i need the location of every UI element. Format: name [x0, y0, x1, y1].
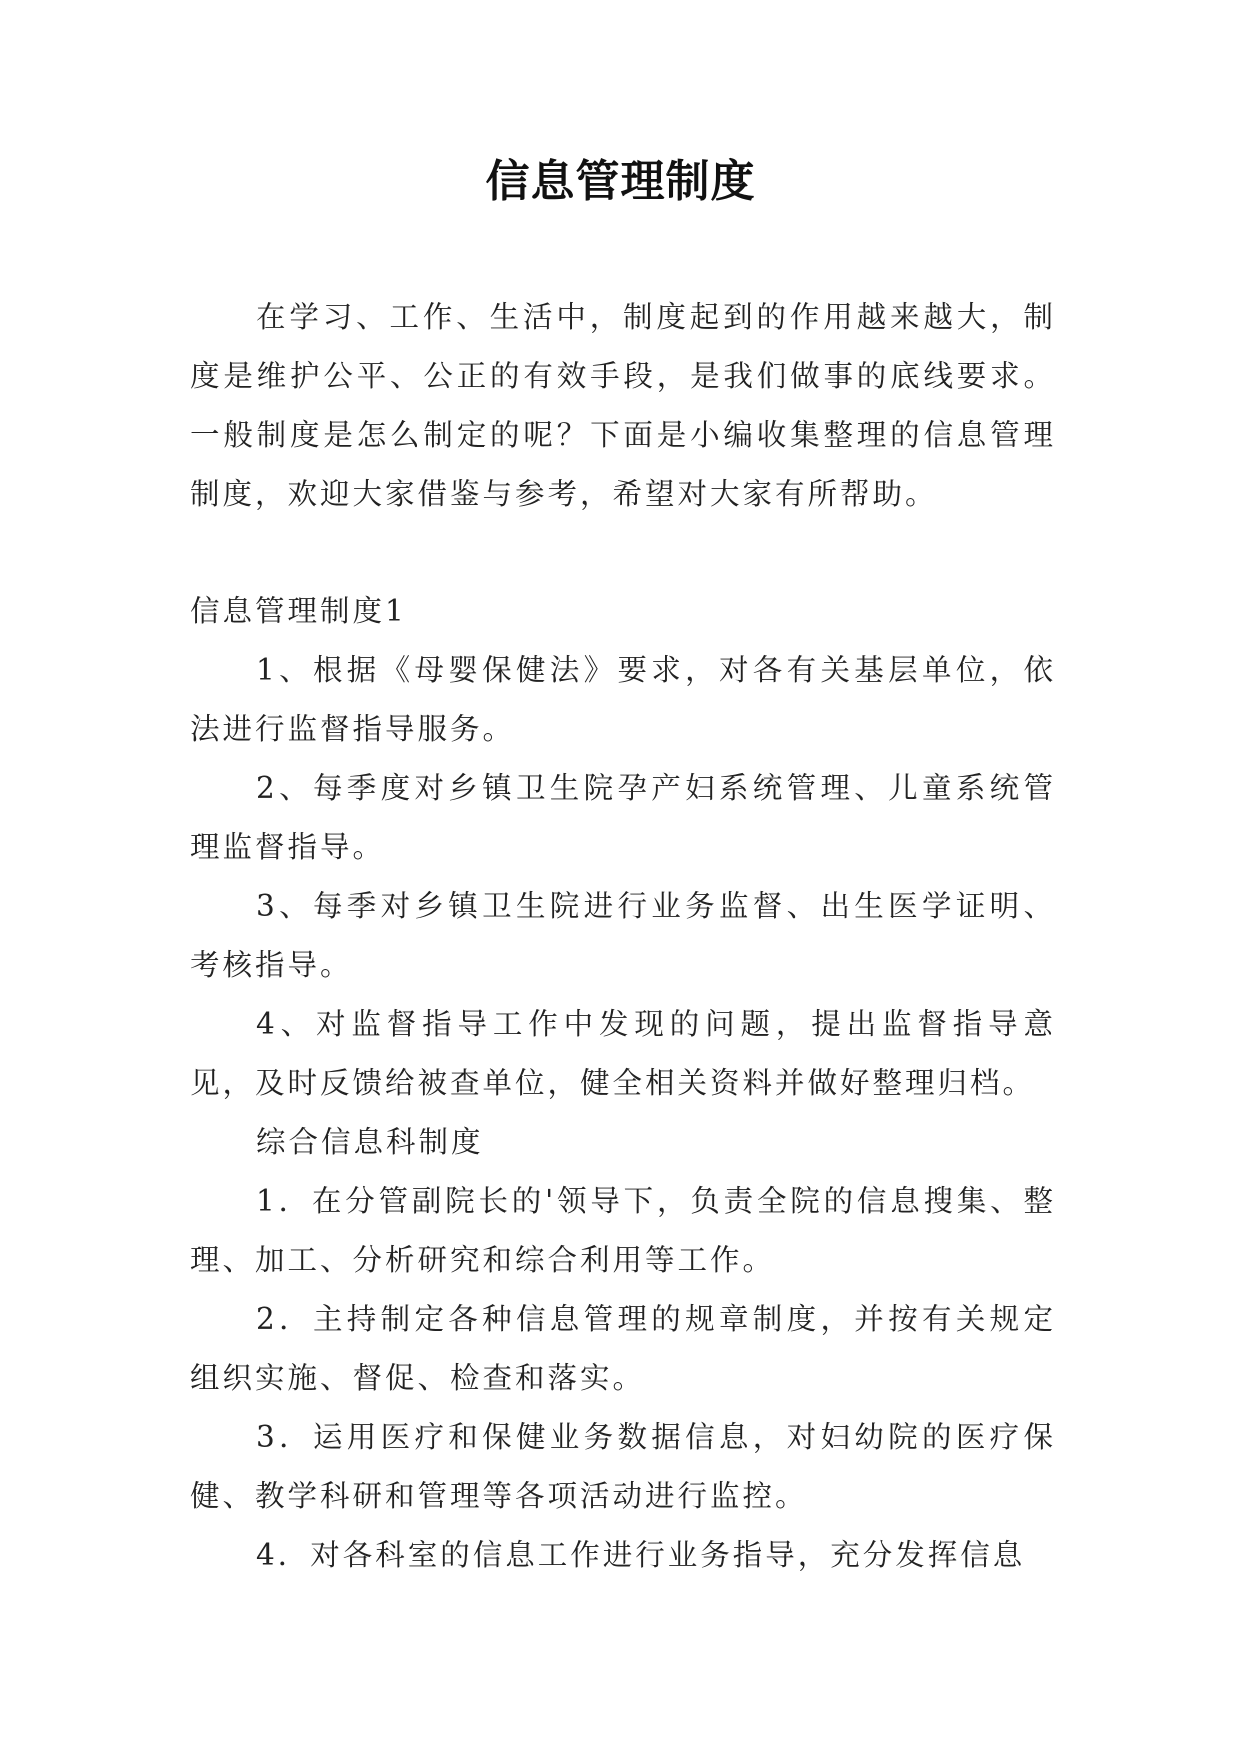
section-heading: 信息管理制度1: [190, 594, 407, 628]
subsection-item: 1．在分管副院长的'领导下，负责全院的信息搜集、整理、加工、分析研究和综合利用等工作。: [190, 1184, 1056, 1277]
document-title: 信息管理制度: [485, 156, 756, 207]
subsection-item: 4．对各科室的信息工作进行业务指导，充分发挥信息: [256, 1538, 1026, 1572]
section-item: 1、根据《母婴保健法》要求，对各有关基层单位，依法进行监督指导服务。: [190, 653, 1056, 746]
subsection-heading: 综合信息科制度: [256, 1125, 484, 1159]
document-body: [190, 288, 1056, 1585]
section-item: 2、每季度对乡镇卫生院孕产妇系统管理、儿童系统管理监督指导。: [190, 771, 1056, 864]
subsection-item: 3．运用医疗和保健业务数据信息，对妇幼院的医疗保健、教学科研和管理等各项活动进行监控。: [190, 1420, 1056, 1513]
section-item: 4、对监督指导工作中发现的问题，提出监督指导意见，及时反馈给被查单位，健全相关资料并做好整理归档。: [190, 1007, 1056, 1100]
subsection-item: 2．主持制定各种信息管理的规章制度，并按有关规定组织实施、督促、检查和落实。: [190, 1302, 1056, 1395]
intro-paragraph: 在学习、工作、生活中，制度起到的作用越来越大，制度是维护公平、公正的有效手段，是我们做事的底线要求。一般制度是怎么制定的呢？下面是小编收集整理的信息管理制度，欢迎大家借鉴与参考，希望对大家有所帮助。: [190, 300, 1056, 511]
section-item: 3、每季对乡镇卫生院进行业务监督、出生医学证明、考核指导。: [190, 889, 1056, 982]
